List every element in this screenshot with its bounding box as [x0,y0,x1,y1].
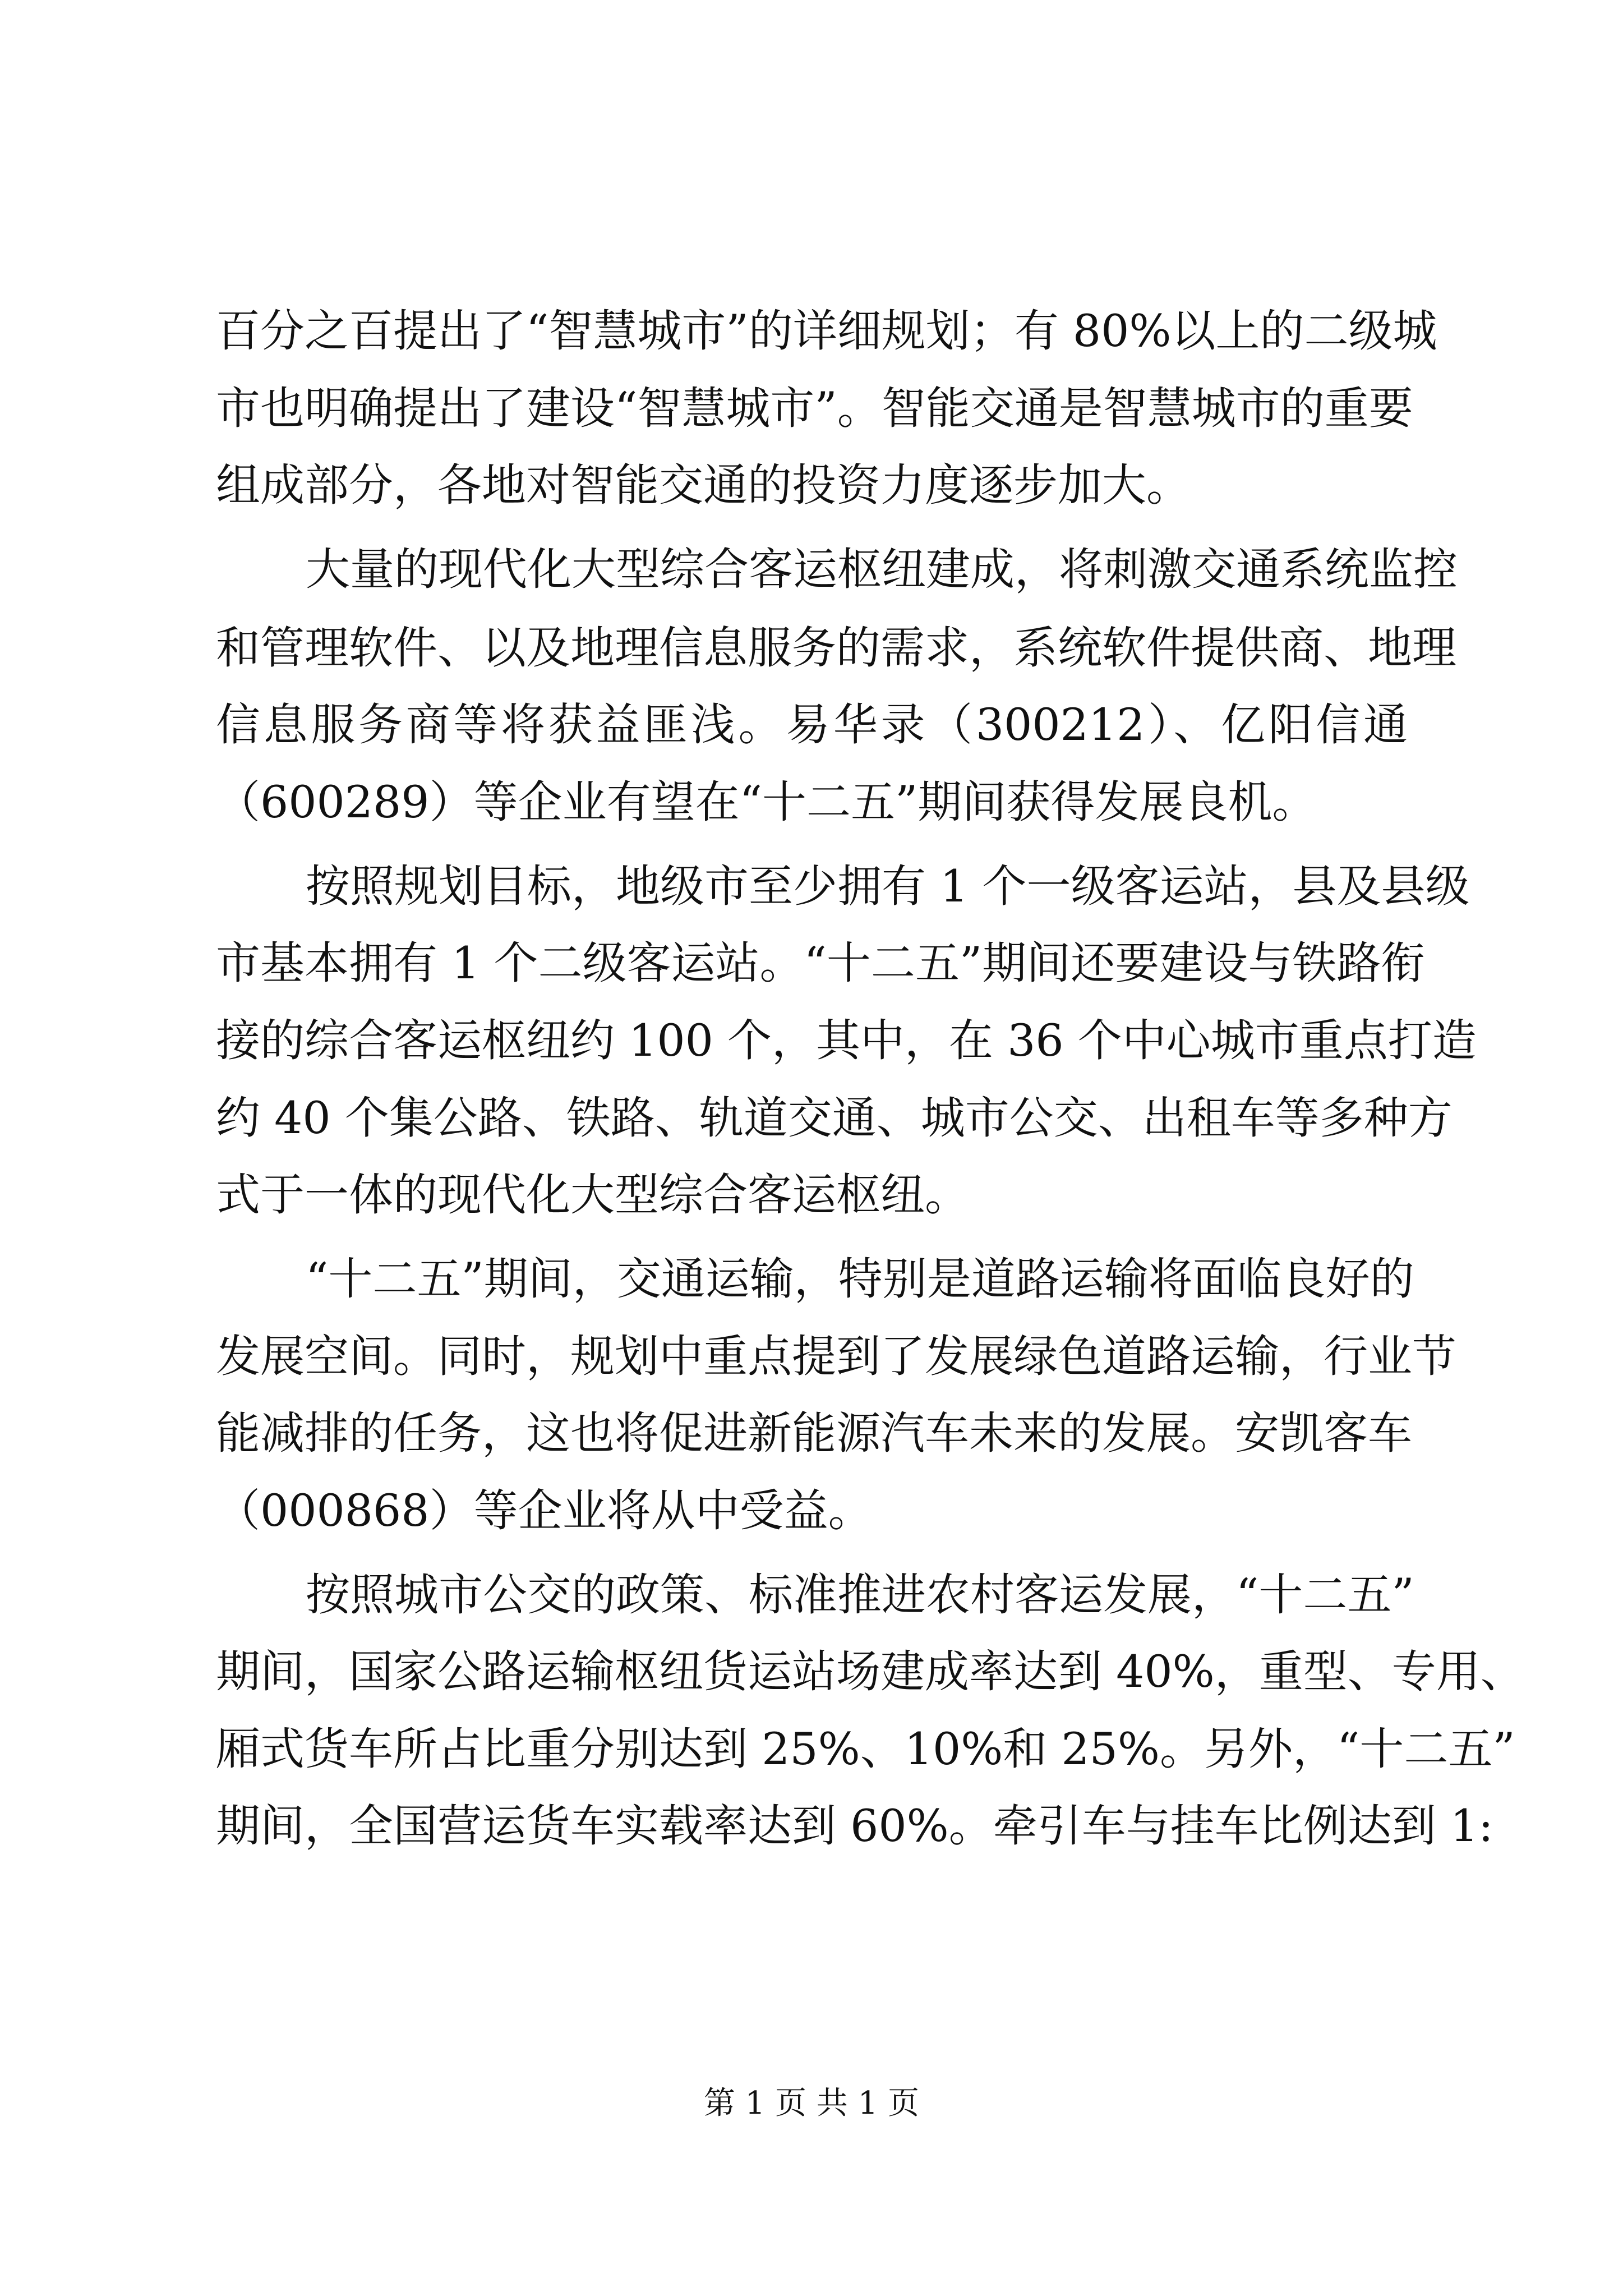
text-line: 期间，国家公路运输枢纽货运站场建成率达到 40%，重型、专用、 [216,1646,1525,1697]
text-line: 发展空间。同时，规划中重点提到了发展绿色道路运输，行业节 [216,1331,1456,1382]
text-line: 式于一体的现代化大型综合客运枢纽。 [216,1169,969,1221]
text-line: 约 40 个集公路、铁路、轨道交通、城市公交、出租车等多种方 [216,1092,1453,1144]
text-line: 和管理软件、以及地理信息服务的需求，系统软件提供商、地理 [216,622,1456,674]
text-line: 能减排的任务，这也将促进新能源汽车未来的发展。安凯客车 [216,1407,1412,1459]
text-line: 按照城市公交的政策、标准推进农村客运发展，“十二五” [306,1569,1414,1621]
text-line: 百分之百提出了“智慧城市”的详细规划；有 80%以上的二级城 [216,305,1437,357]
text-line: 组成部分，各地对智能交通的投资力度逐步加大。 [216,459,1191,511]
text-line: 大量的现代化大型综合客运枢纽建成，将刺激交通系统监控 [306,544,1458,595]
text-line: 按照规划目标，地级市至少拥有 1 个一级客运站，县及县级 [306,861,1470,912]
text-line: 信息服务商等将获益匪浅。易华录（300212）、亿阳信通 [216,699,1408,751]
text-line: 期间，全国营运货车实载率达到 60%。牵引车与挂车比例达到 1: [216,1800,1493,1852]
text-line: “十二五”期间，交通运输，特别是道路运输将面临良好的 [306,1253,1414,1305]
text-line: 厢式货车所占比重分别达到 25%、10%和 25%。另外，“十二五” [216,1723,1515,1775]
text-line: 接的综合客运枢纽约 100 个，其中，在 36 个中心城市重点打造 [216,1015,1477,1066]
text-line: 市也明确提出了建设“智慧城市”。智能交通是智慧城市的重要 [216,383,1413,434]
text-line: 市基本拥有 1 个二级客运站。“十二五”期间还要建设与铁路衔 [216,937,1426,989]
text-line: （000868）等企业将从中受益。 [216,1485,873,1536]
page-number-footer: 第 1 页 共 1 页 [703,2085,920,2122]
text-line: （600289）等企业有望在“十二五”期间获得发展良机。 [216,776,1317,828]
